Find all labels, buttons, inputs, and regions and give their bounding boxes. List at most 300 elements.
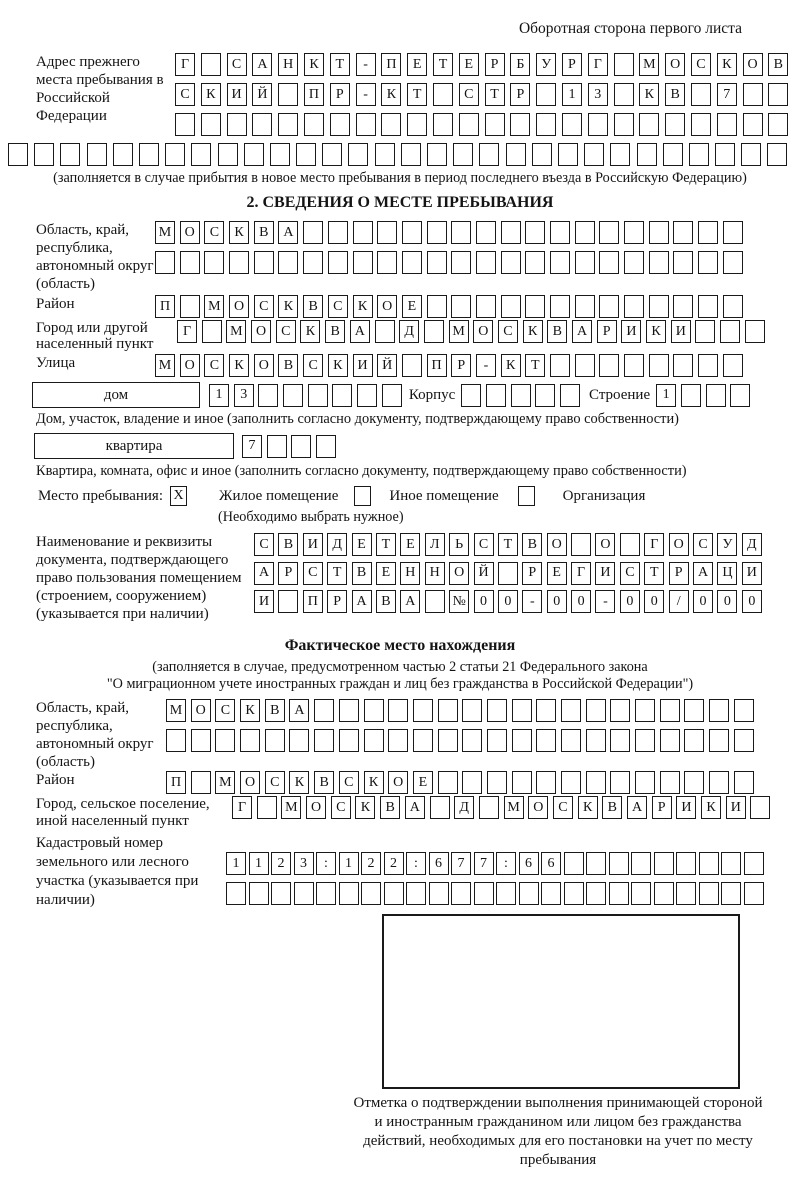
char-cell[interactable] xyxy=(364,729,384,752)
char-cell[interactable]: А xyxy=(352,590,372,613)
char-cell[interactable] xyxy=(485,113,505,136)
char-cell[interactable] xyxy=(175,113,195,136)
char-cell[interactable] xyxy=(558,143,578,166)
char-cell[interactable]: Е xyxy=(402,295,422,318)
char-cell[interactable]: Р xyxy=(327,590,347,613)
char-cell[interactable] xyxy=(191,143,211,166)
char-cell[interactable]: - xyxy=(522,590,542,613)
char-cell[interactable] xyxy=(575,354,595,377)
char-cell[interactable] xyxy=(462,729,482,752)
char-cell[interactable]: Н xyxy=(278,53,298,76)
char-cell[interactable] xyxy=(377,221,397,244)
char-cell[interactable] xyxy=(438,729,458,752)
char-cell[interactable]: У xyxy=(536,53,556,76)
char-cell[interactable]: И xyxy=(742,562,762,585)
char-cell[interactable] xyxy=(743,113,763,136)
char-cell[interactable] xyxy=(201,113,221,136)
char-cell[interactable]: П xyxy=(304,83,324,106)
char-cell[interactable] xyxy=(723,251,743,274)
char-cell[interactable]: О xyxy=(180,354,200,377)
char-cell[interactable]: Л xyxy=(425,533,445,556)
char-cell[interactable]: М xyxy=(155,354,175,377)
char-cell[interactable]: И xyxy=(254,590,274,613)
char-cell[interactable] xyxy=(265,729,285,752)
char-cell[interactable]: 2 xyxy=(384,852,404,875)
char-cell[interactable] xyxy=(610,771,630,794)
char-cell[interactable] xyxy=(519,882,539,905)
char-cell[interactable] xyxy=(706,384,726,407)
char-cell[interactable] xyxy=(476,251,496,274)
char-cell[interactable] xyxy=(720,320,740,343)
char-cell[interactable] xyxy=(438,771,458,794)
char-cell[interactable] xyxy=(316,882,336,905)
char-cell[interactable] xyxy=(278,113,298,136)
char-cell[interactable]: С xyxy=(620,562,640,585)
char-cell[interactable]: 7 xyxy=(474,852,494,875)
char-cell[interactable] xyxy=(709,699,729,722)
char-cell[interactable] xyxy=(278,251,298,274)
char-cell[interactable]: О xyxy=(191,699,211,722)
char-cell[interactable] xyxy=(278,83,298,106)
char-cell[interactable]: Г xyxy=(588,53,608,76)
char-cell[interactable]: Р xyxy=(451,354,471,377)
char-cell[interactable] xyxy=(588,113,608,136)
char-cell[interactable] xyxy=(388,729,408,752)
char-cell[interactable]: Т xyxy=(376,533,396,556)
char-cell[interactable]: К xyxy=(300,320,320,343)
char-cell[interactable] xyxy=(750,796,770,819)
char-cell[interactable]: Ь xyxy=(449,533,469,556)
char-cell[interactable]: К xyxy=(523,320,543,343)
char-cell[interactable] xyxy=(294,882,314,905)
char-cell[interactable]: 0 xyxy=(693,590,713,613)
char-cell[interactable]: М xyxy=(226,320,246,343)
char-cell[interactable]: В xyxy=(768,53,788,76)
char-cell[interactable] xyxy=(191,771,211,794)
char-cell[interactable]: О xyxy=(743,53,763,76)
char-cell[interactable] xyxy=(377,251,397,274)
char-cell[interactable] xyxy=(610,699,630,722)
char-cell[interactable]: О xyxy=(377,295,397,318)
char-cell[interactable] xyxy=(459,113,479,136)
char-cell[interactable] xyxy=(698,251,718,274)
char-cell[interactable] xyxy=(487,771,507,794)
char-cell[interactable]: О xyxy=(306,796,326,819)
char-cell[interactable] xyxy=(487,699,507,722)
char-cell[interactable] xyxy=(536,771,556,794)
char-cell[interactable] xyxy=(660,699,680,722)
char-cell[interactable]: С xyxy=(204,354,224,377)
char-cell[interactable] xyxy=(699,852,719,875)
char-cell[interactable] xyxy=(427,143,447,166)
char-cell[interactable]: Е xyxy=(459,53,479,76)
char-cell[interactable]: Т xyxy=(485,83,505,106)
char-cell[interactable] xyxy=(402,251,422,274)
char-cell[interactable]: К xyxy=(289,771,309,794)
char-cell[interactable]: В xyxy=(314,771,334,794)
char-cell[interactable] xyxy=(609,882,629,905)
char-cell[interactable]: М xyxy=(166,699,186,722)
char-cell[interactable]: Т xyxy=(327,562,347,585)
char-cell[interactable] xyxy=(743,83,763,106)
char-cell[interactable]: С xyxy=(339,771,359,794)
char-cell[interactable]: П xyxy=(303,590,323,613)
char-cell[interactable] xyxy=(723,221,743,244)
char-cell[interactable] xyxy=(550,295,570,318)
char-cell[interactable] xyxy=(204,251,224,274)
char-cell[interactable]: С xyxy=(498,320,518,343)
char-cell[interactable]: О xyxy=(251,320,271,343)
char-cell[interactable] xyxy=(624,251,644,274)
char-cell[interactable] xyxy=(257,796,277,819)
char-cell[interactable] xyxy=(586,729,606,752)
char-cell[interactable]: К xyxy=(353,295,373,318)
char-cell[interactable]: В xyxy=(380,796,400,819)
char-cell[interactable] xyxy=(314,729,334,752)
char-cell[interactable]: 3 xyxy=(294,852,314,875)
char-cell[interactable] xyxy=(425,590,445,613)
char-cell[interactable]: К xyxy=(278,295,298,318)
char-cell[interactable]: Т xyxy=(330,53,350,76)
char-cell[interactable]: П xyxy=(381,53,401,76)
char-cell[interactable] xyxy=(271,882,291,905)
char-cell[interactable] xyxy=(227,113,247,136)
char-cell[interactable] xyxy=(635,771,655,794)
char-cell[interactable] xyxy=(599,221,619,244)
char-cell[interactable] xyxy=(684,729,704,752)
char-cell[interactable] xyxy=(270,143,290,166)
char-cell[interactable] xyxy=(536,113,556,136)
char-cell[interactable]: О xyxy=(254,354,274,377)
char-cell[interactable]: А xyxy=(278,221,298,244)
char-cell[interactable] xyxy=(550,221,570,244)
char-cell[interactable] xyxy=(476,221,496,244)
char-cell[interactable] xyxy=(240,729,260,752)
char-cell[interactable] xyxy=(512,699,532,722)
char-cell[interactable] xyxy=(113,143,133,166)
char-cell[interactable]: 0 xyxy=(644,590,664,613)
char-cell[interactable] xyxy=(575,295,595,318)
char-cell[interactable]: О xyxy=(665,53,685,76)
char-cell[interactable] xyxy=(226,882,246,905)
char-cell[interactable]: 0 xyxy=(620,590,640,613)
char-cell[interactable]: В xyxy=(665,83,685,106)
char-cell[interactable]: 3 xyxy=(234,384,254,407)
char-cell[interactable]: А xyxy=(350,320,370,343)
char-cell[interactable]: Т xyxy=(525,354,545,377)
stay-type-checkbox-residential[interactable]: X xyxy=(170,486,187,506)
char-cell[interactable] xyxy=(139,143,159,166)
char-cell[interactable]: Д xyxy=(327,533,347,556)
char-cell[interactable] xyxy=(501,251,521,274)
char-cell[interactable]: С xyxy=(204,221,224,244)
char-cell[interactable]: С xyxy=(303,562,323,585)
char-cell[interactable] xyxy=(511,384,531,407)
char-cell[interactable] xyxy=(654,852,674,875)
char-cell[interactable] xyxy=(479,143,499,166)
char-cell[interactable] xyxy=(427,251,447,274)
char-cell[interactable]: О xyxy=(595,533,615,556)
char-cell[interactable]: : xyxy=(316,852,336,875)
char-cell[interactable]: Р xyxy=(330,83,350,106)
char-cell[interactable]: 0 xyxy=(742,590,762,613)
char-cell[interactable] xyxy=(649,295,669,318)
char-cell[interactable] xyxy=(487,729,507,752)
char-cell[interactable]: О xyxy=(528,796,548,819)
char-cell[interactable]: 1 xyxy=(249,852,269,875)
char-cell[interactable] xyxy=(496,882,516,905)
char-cell[interactable]: 1 xyxy=(656,384,676,407)
char-cell[interactable]: С xyxy=(303,354,323,377)
char-cell[interactable] xyxy=(561,771,581,794)
char-cell[interactable]: Д xyxy=(454,796,474,819)
char-cell[interactable]: В xyxy=(303,295,323,318)
char-cell[interactable]: В xyxy=(376,590,396,613)
stay-type-checkbox-organization[interactable] xyxy=(518,486,535,506)
char-cell[interactable] xyxy=(768,83,788,106)
char-cell[interactable]: О xyxy=(240,771,260,794)
char-cell[interactable] xyxy=(375,143,395,166)
char-cell[interactable]: И xyxy=(353,354,373,377)
char-cell[interactable]: Е xyxy=(407,53,427,76)
char-cell[interactable] xyxy=(561,729,581,752)
char-cell[interactable] xyxy=(744,852,764,875)
char-cell[interactable]: И xyxy=(303,533,323,556)
char-cell[interactable] xyxy=(550,354,570,377)
char-cell[interactable] xyxy=(476,295,496,318)
char-cell[interactable] xyxy=(451,882,471,905)
char-cell[interactable]: А xyxy=(289,699,309,722)
char-cell[interactable]: М xyxy=(204,295,224,318)
char-cell[interactable] xyxy=(525,295,545,318)
char-cell[interactable] xyxy=(734,699,754,722)
char-cell[interactable]: - xyxy=(595,590,615,613)
char-cell[interactable] xyxy=(673,295,693,318)
char-cell[interactable] xyxy=(201,53,221,76)
char-cell[interactable]: К xyxy=(229,221,249,244)
char-cell[interactable] xyxy=(684,699,704,722)
char-cell[interactable]: К xyxy=(229,354,249,377)
char-cell[interactable]: Р xyxy=(278,562,298,585)
char-cell[interactable] xyxy=(550,251,570,274)
char-cell[interactable] xyxy=(34,143,54,166)
char-cell[interactable] xyxy=(525,221,545,244)
char-cell[interactable]: Й xyxy=(377,354,397,377)
char-cell[interactable]: С xyxy=(331,796,351,819)
char-cell[interactable]: И xyxy=(621,320,641,343)
char-cell[interactable] xyxy=(215,729,235,752)
char-cell[interactable] xyxy=(249,882,269,905)
char-cell[interactable] xyxy=(624,354,644,377)
char-cell[interactable]: Ц xyxy=(717,562,737,585)
char-cell[interactable]: Г xyxy=(175,53,195,76)
char-cell[interactable] xyxy=(723,354,743,377)
char-cell[interactable] xyxy=(202,320,222,343)
char-cell[interactable] xyxy=(695,320,715,343)
char-cell[interactable] xyxy=(433,83,453,106)
char-cell[interactable] xyxy=(649,221,669,244)
char-cell[interactable]: : xyxy=(406,852,426,875)
char-cell[interactable] xyxy=(614,83,634,106)
char-cell[interactable]: Р xyxy=(597,320,617,343)
char-cell[interactable]: В xyxy=(278,354,298,377)
char-cell[interactable]: Й xyxy=(474,562,494,585)
char-cell[interactable] xyxy=(620,533,640,556)
char-cell[interactable] xyxy=(599,251,619,274)
char-cell[interactable] xyxy=(681,384,701,407)
char-cell[interactable]: К xyxy=(701,796,721,819)
char-cell[interactable] xyxy=(535,384,555,407)
char-cell[interactable]: С xyxy=(474,533,494,556)
char-cell[interactable]: Т xyxy=(433,53,453,76)
char-cell[interactable]: Г xyxy=(571,562,591,585)
char-cell[interactable] xyxy=(586,852,606,875)
char-cell[interactable]: 3 xyxy=(588,83,608,106)
char-cell[interactable] xyxy=(314,699,334,722)
char-cell[interactable]: О xyxy=(473,320,493,343)
char-cell[interactable] xyxy=(744,882,764,905)
char-cell[interactable]: К xyxy=(578,796,598,819)
char-cell[interactable]: А xyxy=(627,796,647,819)
char-cell[interactable] xyxy=(353,251,373,274)
char-cell[interactable] xyxy=(461,384,481,407)
char-cell[interactable] xyxy=(691,113,711,136)
char-cell[interactable] xyxy=(353,221,373,244)
char-cell[interactable] xyxy=(427,221,447,244)
char-cell[interactable]: О xyxy=(180,221,200,244)
char-cell[interactable]: В xyxy=(602,796,622,819)
char-cell[interactable] xyxy=(322,143,342,166)
char-cell[interactable] xyxy=(474,882,494,905)
char-cell[interactable]: И xyxy=(227,83,247,106)
char-cell[interactable] xyxy=(715,143,735,166)
char-cell[interactable] xyxy=(624,295,644,318)
char-cell[interactable] xyxy=(564,882,584,905)
char-cell[interactable] xyxy=(734,729,754,752)
char-cell[interactable]: - xyxy=(356,53,376,76)
char-cell[interactable] xyxy=(768,113,788,136)
char-cell[interactable] xyxy=(506,143,526,166)
char-cell[interactable] xyxy=(413,699,433,722)
char-cell[interactable] xyxy=(357,384,377,407)
char-cell[interactable]: Р xyxy=(562,53,582,76)
char-cell[interactable] xyxy=(155,251,175,274)
char-cell[interactable]: В xyxy=(265,699,285,722)
char-cell[interactable] xyxy=(191,729,211,752)
char-cell[interactable] xyxy=(698,295,718,318)
char-cell[interactable]: О xyxy=(547,533,567,556)
char-cell[interactable]: К xyxy=(717,53,737,76)
char-cell[interactable]: Д xyxy=(399,320,419,343)
char-cell[interactable]: Г xyxy=(232,796,252,819)
char-cell[interactable] xyxy=(258,384,278,407)
char-cell[interactable]: / xyxy=(669,590,689,613)
char-cell[interactable]: 7 xyxy=(717,83,737,106)
char-cell[interactable]: М xyxy=(449,320,469,343)
char-cell[interactable] xyxy=(610,143,630,166)
char-cell[interactable] xyxy=(510,113,530,136)
char-cell[interactable] xyxy=(709,729,729,752)
char-cell[interactable]: Д xyxy=(742,533,762,556)
char-cell[interactable] xyxy=(614,113,634,136)
char-cell[interactable] xyxy=(525,251,545,274)
char-cell[interactable]: К xyxy=(646,320,666,343)
char-cell[interactable] xyxy=(698,354,718,377)
char-cell[interactable] xyxy=(665,113,685,136)
char-cell[interactable]: 0 xyxy=(474,590,494,613)
char-cell[interactable]: Г xyxy=(644,533,664,556)
char-cell[interactable] xyxy=(429,882,449,905)
char-cell[interactable]: В xyxy=(522,533,542,556)
char-cell[interactable] xyxy=(87,143,107,166)
char-cell[interactable] xyxy=(637,143,657,166)
char-cell[interactable] xyxy=(745,320,765,343)
char-cell[interactable] xyxy=(364,699,384,722)
char-cell[interactable]: - xyxy=(356,83,376,106)
char-cell[interactable]: Е xyxy=(413,771,433,794)
char-cell[interactable] xyxy=(609,852,629,875)
char-cell[interactable]: К xyxy=(355,796,375,819)
char-cell[interactable]: О xyxy=(229,295,249,318)
char-cell[interactable] xyxy=(438,699,458,722)
char-cell[interactable] xyxy=(562,113,582,136)
char-cell[interactable] xyxy=(649,251,669,274)
char-cell[interactable] xyxy=(339,882,359,905)
char-cell[interactable]: Н xyxy=(400,562,420,585)
char-cell[interactable] xyxy=(586,771,606,794)
char-cell[interactable]: 1 xyxy=(226,852,246,875)
char-cell[interactable] xyxy=(575,251,595,274)
char-cell[interactable]: С xyxy=(175,83,195,106)
char-cell[interactable]: 2 xyxy=(271,852,291,875)
char-cell[interactable] xyxy=(462,771,482,794)
char-cell[interactable]: Е xyxy=(352,533,372,556)
char-cell[interactable] xyxy=(252,113,272,136)
char-cell[interactable] xyxy=(660,729,680,752)
char-cell[interactable] xyxy=(165,143,185,166)
char-cell[interactable] xyxy=(512,729,532,752)
char-cell[interactable] xyxy=(381,113,401,136)
char-cell[interactable]: 1 xyxy=(209,384,229,407)
char-cell[interactable] xyxy=(721,882,741,905)
char-cell[interactable] xyxy=(767,143,787,166)
char-cell[interactable]: П xyxy=(166,771,186,794)
char-cell[interactable]: 7 xyxy=(242,435,262,458)
char-cell[interactable]: А xyxy=(254,562,274,585)
char-cell[interactable] xyxy=(673,251,693,274)
char-cell[interactable] xyxy=(498,562,518,585)
char-cell[interactable] xyxy=(486,384,506,407)
char-cell[interactable] xyxy=(332,384,352,407)
char-cell[interactable] xyxy=(433,113,453,136)
char-cell[interactable]: 7 xyxy=(451,852,471,875)
char-cell[interactable]: 6 xyxy=(519,852,539,875)
char-cell[interactable] xyxy=(278,590,298,613)
char-cell[interactable]: К xyxy=(328,354,348,377)
char-cell[interactable] xyxy=(316,435,336,458)
char-cell[interactable] xyxy=(663,143,683,166)
char-cell[interactable]: М xyxy=(639,53,659,76)
char-cell[interactable] xyxy=(709,771,729,794)
char-cell[interactable] xyxy=(673,221,693,244)
char-cell[interactable] xyxy=(660,771,680,794)
char-cell[interactable]: Й xyxy=(252,83,272,106)
char-cell[interactable] xyxy=(649,354,669,377)
char-cell[interactable] xyxy=(303,221,323,244)
char-cell[interactable]: С xyxy=(254,295,274,318)
char-cell[interactable] xyxy=(698,221,718,244)
char-cell[interactable]: 6 xyxy=(541,852,561,875)
